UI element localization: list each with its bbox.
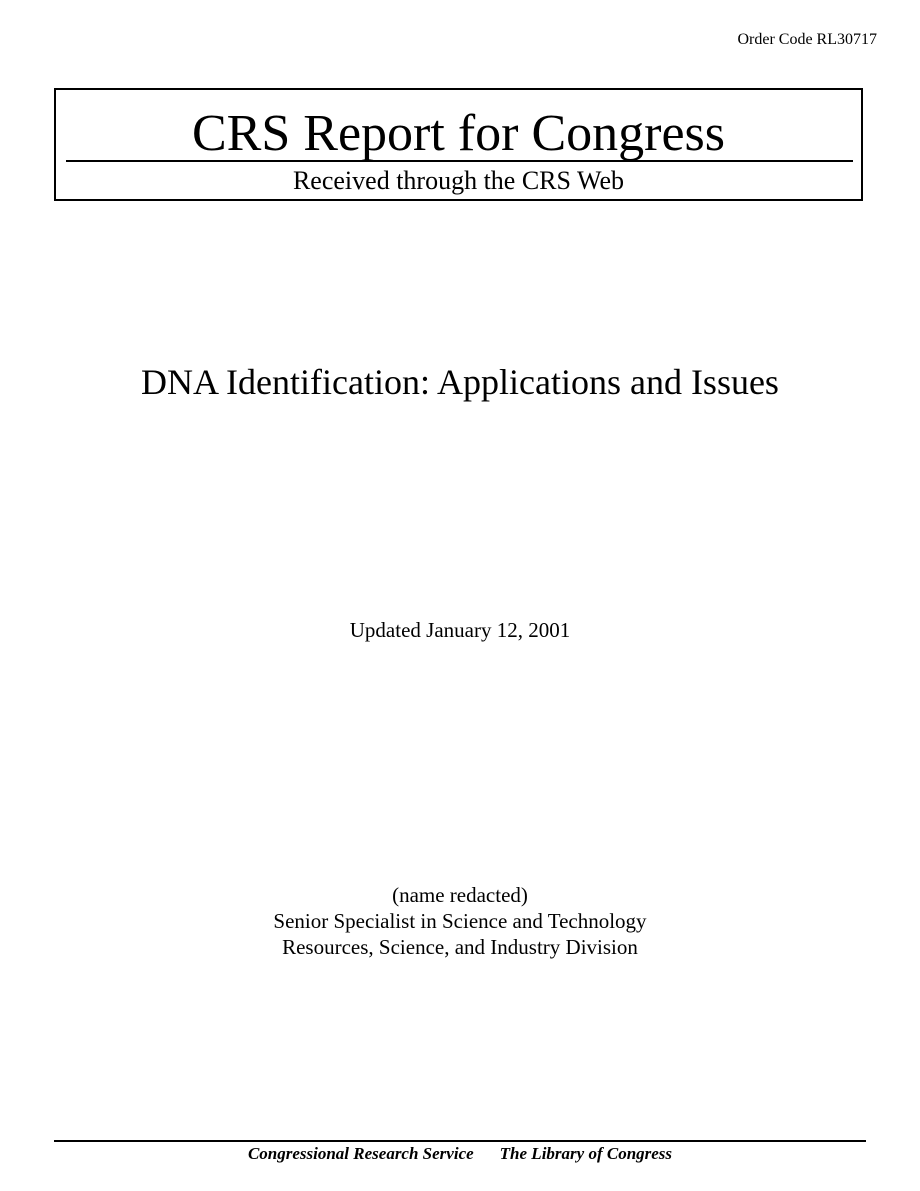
footer-divider bbox=[54, 1140, 866, 1142]
footer-crs: Congressional Research Service bbox=[247, 1144, 474, 1163]
author-name: (name redacted) bbox=[392, 883, 528, 907]
masthead-title: CRS Report for Congress bbox=[192, 105, 725, 162]
footer bbox=[0, 1143, 920, 1165]
author-division: Resources, Science, and Industry Division bbox=[282, 935, 638, 959]
author-block bbox=[0, 882, 920, 960]
author-position: Senior Specialist in Science and Technology bbox=[273, 909, 647, 933]
order-code: Order Code RL30717 bbox=[737, 31, 877, 48]
footer-library: The Library of Congress bbox=[499, 1144, 673, 1163]
masthead-divider bbox=[66, 160, 853, 162]
masthead-box bbox=[54, 88, 863, 201]
report-title: DNA Identification: Applications and Issues bbox=[141, 362, 779, 402]
updated-date: Updated January 12, 2001 bbox=[349, 618, 571, 642]
masthead-subtitle: Received through the CRS Web bbox=[292, 166, 625, 195]
